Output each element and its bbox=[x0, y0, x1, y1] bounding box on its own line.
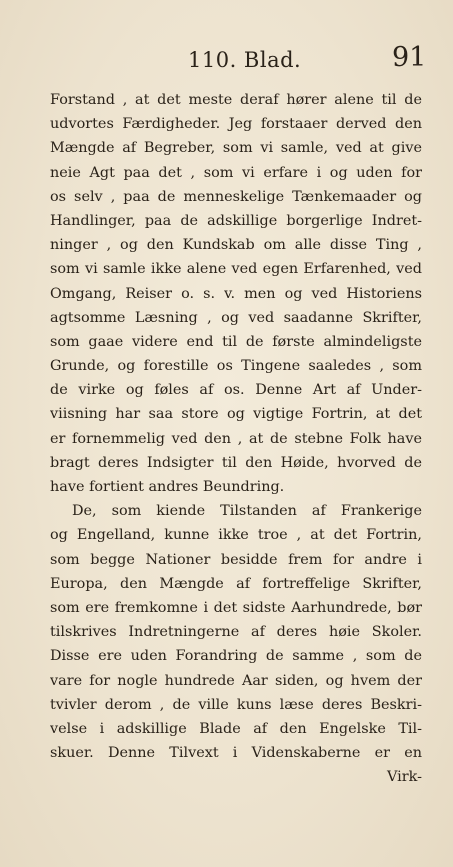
text-line: neie Agt paa det , som vi erfare i og uden for bbox=[50, 164, 422, 181]
running-title: 110. Blad. bbox=[188, 48, 302, 72]
text-line: som ere fremkomne i det sidste Aarhundrede, bør bbox=[50, 599, 422, 616]
text-line: velse i adskillige Blade af den Engelske Til- bbox=[50, 720, 422, 737]
page-number: 91 bbox=[392, 42, 427, 73]
text-line: Handlinger, paa de adskillige borgerlige Indret- bbox=[50, 212, 422, 229]
text-line: vare for nogle hundrede Aar siden, og hvem der bbox=[50, 672, 422, 689]
text-line: Grunde, og forestille os Tingene saaledes , som bbox=[50, 358, 422, 375]
text-line: udvortes Færdigheder. Jeg forstaaer derved den bbox=[50, 116, 422, 133]
text-line: Europa, den Mængde af fortreffelige Skrifter, bbox=[50, 575, 422, 592]
text-line: ninger , og den Kundskab om alle disse Ting , bbox=[50, 237, 422, 254]
text-line: tvivler derom , de ville kuns læse deres Beskri- bbox=[50, 696, 422, 713]
text-line: Disse ere uden Forandring de samme , som de bbox=[50, 648, 422, 665]
text-line: som begge Nationer besidde frem for andre i bbox=[50, 551, 422, 568]
text-line: skuer. Denne Tilvext i Videnskaberne er en bbox=[50, 745, 422, 762]
text-line: som gaae videre end til de første almindeligste bbox=[50, 333, 422, 350]
text-line: have fortient andres Beundring. bbox=[50, 479, 285, 495]
text-line: agtsomme Læsning , og ved saadanne Skrifter, bbox=[50, 309, 422, 326]
text-line: os selv , paa de menneskelige Tænkemaader og bbox=[50, 188, 422, 205]
text-line: Forstand , at det meste deraf hører alene til de bbox=[50, 92, 422, 108]
text-line: viisning har saa store og vigtige Fortrin, at det bbox=[50, 406, 422, 423]
text-line: Omgang, Reiser o. s. v. men og ved Historiens bbox=[50, 285, 422, 302]
text-line: er fornemmelig ved den , at de stebne Folk have bbox=[50, 430, 422, 447]
text-line: og Engelland, kunne ikke troe , at det Fortrin, bbox=[50, 527, 422, 544]
body-text bbox=[50, 88, 422, 789]
text-line: Mængde af Begreber, som vi samle, ved at give bbox=[50, 140, 422, 157]
text-line-paragraph-start: De, som kiende Tilstanden af Frankerige bbox=[72, 503, 422, 520]
text-line: tilskrives Indretningerne af deres høie Skoler. bbox=[50, 624, 422, 641]
text-line: de virke og føles af os. Denne Art af Under- bbox=[50, 382, 422, 399]
text-line: bragt deres Indsigter til den Høide, hvorved de bbox=[50, 454, 422, 471]
text-line: som vi samle ikke alene ved egen Erfarenhed, ved bbox=[50, 261, 422, 278]
page-header bbox=[0, 42, 453, 78]
catchword: Virk- bbox=[387, 769, 422, 786]
